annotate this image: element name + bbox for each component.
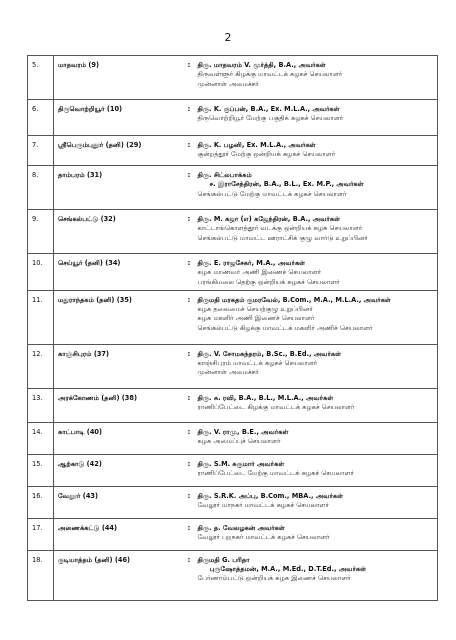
constituency-name: ஸ்ரீபெரும்புதூர் (தனி) (29)	[54, 136, 184, 166]
candidate-name: திரு. V. சோமசுந்தரம், B.Sc., B.Ed., அவர்கள்	[197, 349, 342, 358]
table-row	[28, 344, 438, 388]
table-row	[28, 422, 438, 454]
row-number: 16.	[28, 486, 54, 518]
separator-colon: :	[184, 166, 194, 210]
candidate-details	[194, 550, 438, 600]
constituency-name: மதுராந்தகம் (தனி) (35)	[54, 290, 184, 344]
row-number: 12.	[28, 344, 54, 388]
candidate-position: கழக மகளிர் அணி இணைச் செயலாளர்	[197, 314, 315, 323]
candidate-name: திரு. K. பழனி, Ex. M.L.A., அவர்கள்	[197, 141, 316, 149]
table-row	[28, 518, 438, 550]
candidate-table-body	[28, 56, 438, 601]
candidate-position: வேலூர் மாநகர் மாவட்டக் கழகச் செயலாளர்	[197, 501, 329, 510]
candidate-position: கழக தலைமைச் செயற்குழு உறுப்பினர்	[197, 305, 313, 314]
candidate-name: திரு. K. குப்பன், B.A., Ex. M.L.A., அவர்கள்	[197, 105, 340, 113]
row-number: 13.	[28, 388, 54, 422]
candidate-details	[194, 166, 438, 210]
candidate-position: முன்னாள் அமைச்சர்	[197, 79, 259, 88]
constituency-name: தாம்பரம் (31)	[54, 166, 184, 210]
candidate-name: ச. இராசேந்திரன், B.A., B.L., Ex. M.P., அவர்கள்	[209, 180, 364, 189]
table-row	[28, 56, 438, 100]
table-row	[28, 290, 438, 344]
candidate-details	[194, 422, 438, 454]
separator-colon: :	[184, 422, 194, 454]
constituency-name: அணைக்கட்டு (44)	[54, 518, 184, 550]
table-row	[28, 550, 438, 600]
candidate-name: திரு. த. வேலழகன் அவர்கள்	[197, 523, 285, 532]
page-number: 2	[224, 32, 232, 44]
separator-colon: :	[184, 486, 194, 518]
candidate-name: திரு. S.M. சுகுமார் அவர்கள்	[197, 459, 285, 468]
candidate-details	[194, 254, 438, 291]
constituency-name: வேலூர் (43)	[54, 486, 184, 518]
table-row	[28, 454, 438, 486]
constituency-name: செய்யூர் (தனி) (34)	[54, 254, 184, 291]
candidate-details	[194, 344, 438, 388]
candidate-name: திரு. சிட்லபாக்கம்	[197, 171, 252, 179]
candidate-name: புருஷோத்தமன், M.A., M.Ed., D.T.Ed., அவர்கள்	[209, 565, 367, 574]
row-number: 5.	[28, 56, 54, 100]
candidate-details	[194, 136, 438, 166]
candidate-details	[194, 290, 438, 344]
table-row	[28, 388, 438, 422]
constituency-name: காட்பாடி (40)	[54, 422, 184, 454]
candidate-position: காட்டாங்கொளத்தூர் வடக்கு ஒன்றியக் கழக செயலாளர்	[197, 224, 363, 233]
candidate-position: ராணிப்பேட்டை மேற்கு மாவட்டக் கழகச் செயலாளர்	[197, 469, 354, 478]
table-row	[28, 210, 438, 254]
separator-colon: :	[184, 210, 194, 254]
candidate-details	[194, 100, 438, 136]
constituency-name: காஞ்சிபுரம் (37)	[54, 344, 184, 388]
candidate-details	[194, 518, 438, 550]
candidate-name: திரு. சு. ரவி, B.A., B.L., M.L.A., அவர்கள்	[197, 393, 334, 402]
table-row	[28, 254, 438, 291]
constituency-name: ஆற்காடு (42)	[54, 454, 184, 486]
candidate-name: திருமதி மரகதம் குமரவேல், B.Com., M.A., M.L.A., அவர்கள்	[197, 295, 391, 304]
row-number: 15.	[28, 454, 54, 486]
table-row	[28, 486, 438, 518]
candidate-position: கழக மாணவர் அணி இணைச் செயலாளர்	[197, 268, 322, 277]
candidate-position: ராணிப்பேட்டை கிழக்கு மாவட்டக் கழகச் செயலாளர்	[197, 403, 355, 412]
candidate-position: காஞ்சிபுரம் மாவட்டக் கழகச் செயலாளர்	[197, 359, 318, 368]
row-number: 10.	[28, 254, 54, 291]
candidate-position: செங்கல்பட்டு மேற்கு மாவட்டக் கழகச் செயலாளர்	[197, 189, 347, 198]
candidate-position: திருவள்ளூர் கிழக்கு மாவட்டக் கழகச் செயலாளர்	[197, 70, 343, 79]
candidate-position: கழக அமைப்புச் செயலாளர்	[197, 437, 281, 446]
separator-colon: :	[184, 56, 194, 100]
candidate-details	[194, 486, 438, 518]
candidate-position: வேலூர் புறநகர் மாவட்டக் கழகச் செயலாளர்	[197, 533, 330, 542]
separator-colon: :	[184, 344, 194, 388]
candidate-position: செங்கல்பட்டு கிழக்கு மாவட்டக் மகளிர் அணிச் செயலாளர்	[197, 323, 373, 332]
row-number: 6.	[28, 100, 54, 136]
separator-colon: :	[184, 518, 194, 550]
candidate-details	[194, 210, 438, 254]
candidate-position: முன்னாள் அமைச்சர்	[197, 368, 259, 377]
candidate-details	[194, 388, 438, 422]
candidate-details	[194, 56, 438, 100]
separator-colon: :	[184, 550, 194, 600]
candidate-name: திரு. V. ராமு, B.E., அவர்கள்	[197, 427, 289, 436]
constituency-name: செங்கல்பட்டு (32)	[54, 210, 184, 254]
row-number: 17.	[28, 518, 54, 550]
candidate-name: திருமதி G. பரிதா	[197, 555, 250, 564]
row-number: 14.	[28, 422, 54, 454]
separator-colon: :	[184, 100, 194, 136]
row-number: 18.	[28, 550, 54, 600]
separator-colon: :	[184, 290, 194, 344]
constituency-name: அரக்கோணம் (தனி) (38)	[54, 388, 184, 422]
candidate-table	[27, 55, 438, 601]
row-number: 8.	[28, 166, 54, 210]
constituency-name: திருவொற்றியூர் (10)	[54, 100, 184, 136]
candidate-details	[194, 454, 438, 486]
separator-colon: :	[184, 388, 194, 422]
separator-colon: :	[184, 254, 194, 291]
candidate-position: திருவொற்றியூர் மேற்கு பகுதிக் கழகச் செயலாளர்	[197, 114, 344, 123]
constituency-name: குடியாத்தம் (தனி) (46)	[54, 550, 184, 600]
candidate-position: பரங்கிமலை தெற்கு ஒன்றியக் கழகச் செயலாளர்	[197, 277, 340, 286]
candidate-name: திரு. E. ராஜசேகர், M.A., அவர்கள்	[197, 259, 306, 267]
candidate-name: திரு. S.R.K. அப்பு, B.Com., MBA., அவர்கள்	[197, 491, 344, 500]
row-number: 9.	[28, 210, 54, 254]
candidate-position: குன்றத்தூர் மேற்கு ஒன்றியக் கழகச் செயலாளர்	[197, 150, 336, 159]
separator-colon: :	[184, 136, 194, 166]
row-number: 7.	[28, 136, 54, 166]
separator-colon: :	[184, 454, 194, 486]
table-row	[28, 100, 438, 136]
candidate-position: செங்கல்பட்டு மாவட்ட ஊராட்சிக் குழு வார்டு உறுப்பினர்	[197, 233, 368, 242]
table-row	[28, 166, 438, 210]
table-row	[28, 136, 438, 166]
row-number: 11.	[28, 290, 54, 344]
candidate-name: திரு. மாதவரம் V. மூர்த்தி, B.A., அவர்கள்	[197, 61, 326, 69]
constituency-name: மாதவரம் (9)	[54, 56, 184, 100]
candidate-name: திரு. M. கஜா (எ) கஜேந்திரன், B.A., அவர்கள்	[197, 215, 341, 223]
candidate-position: பேர்ணாம்பட்டு ஒன்றியக் கழக இணைச் செயலாளர்	[197, 574, 351, 583]
